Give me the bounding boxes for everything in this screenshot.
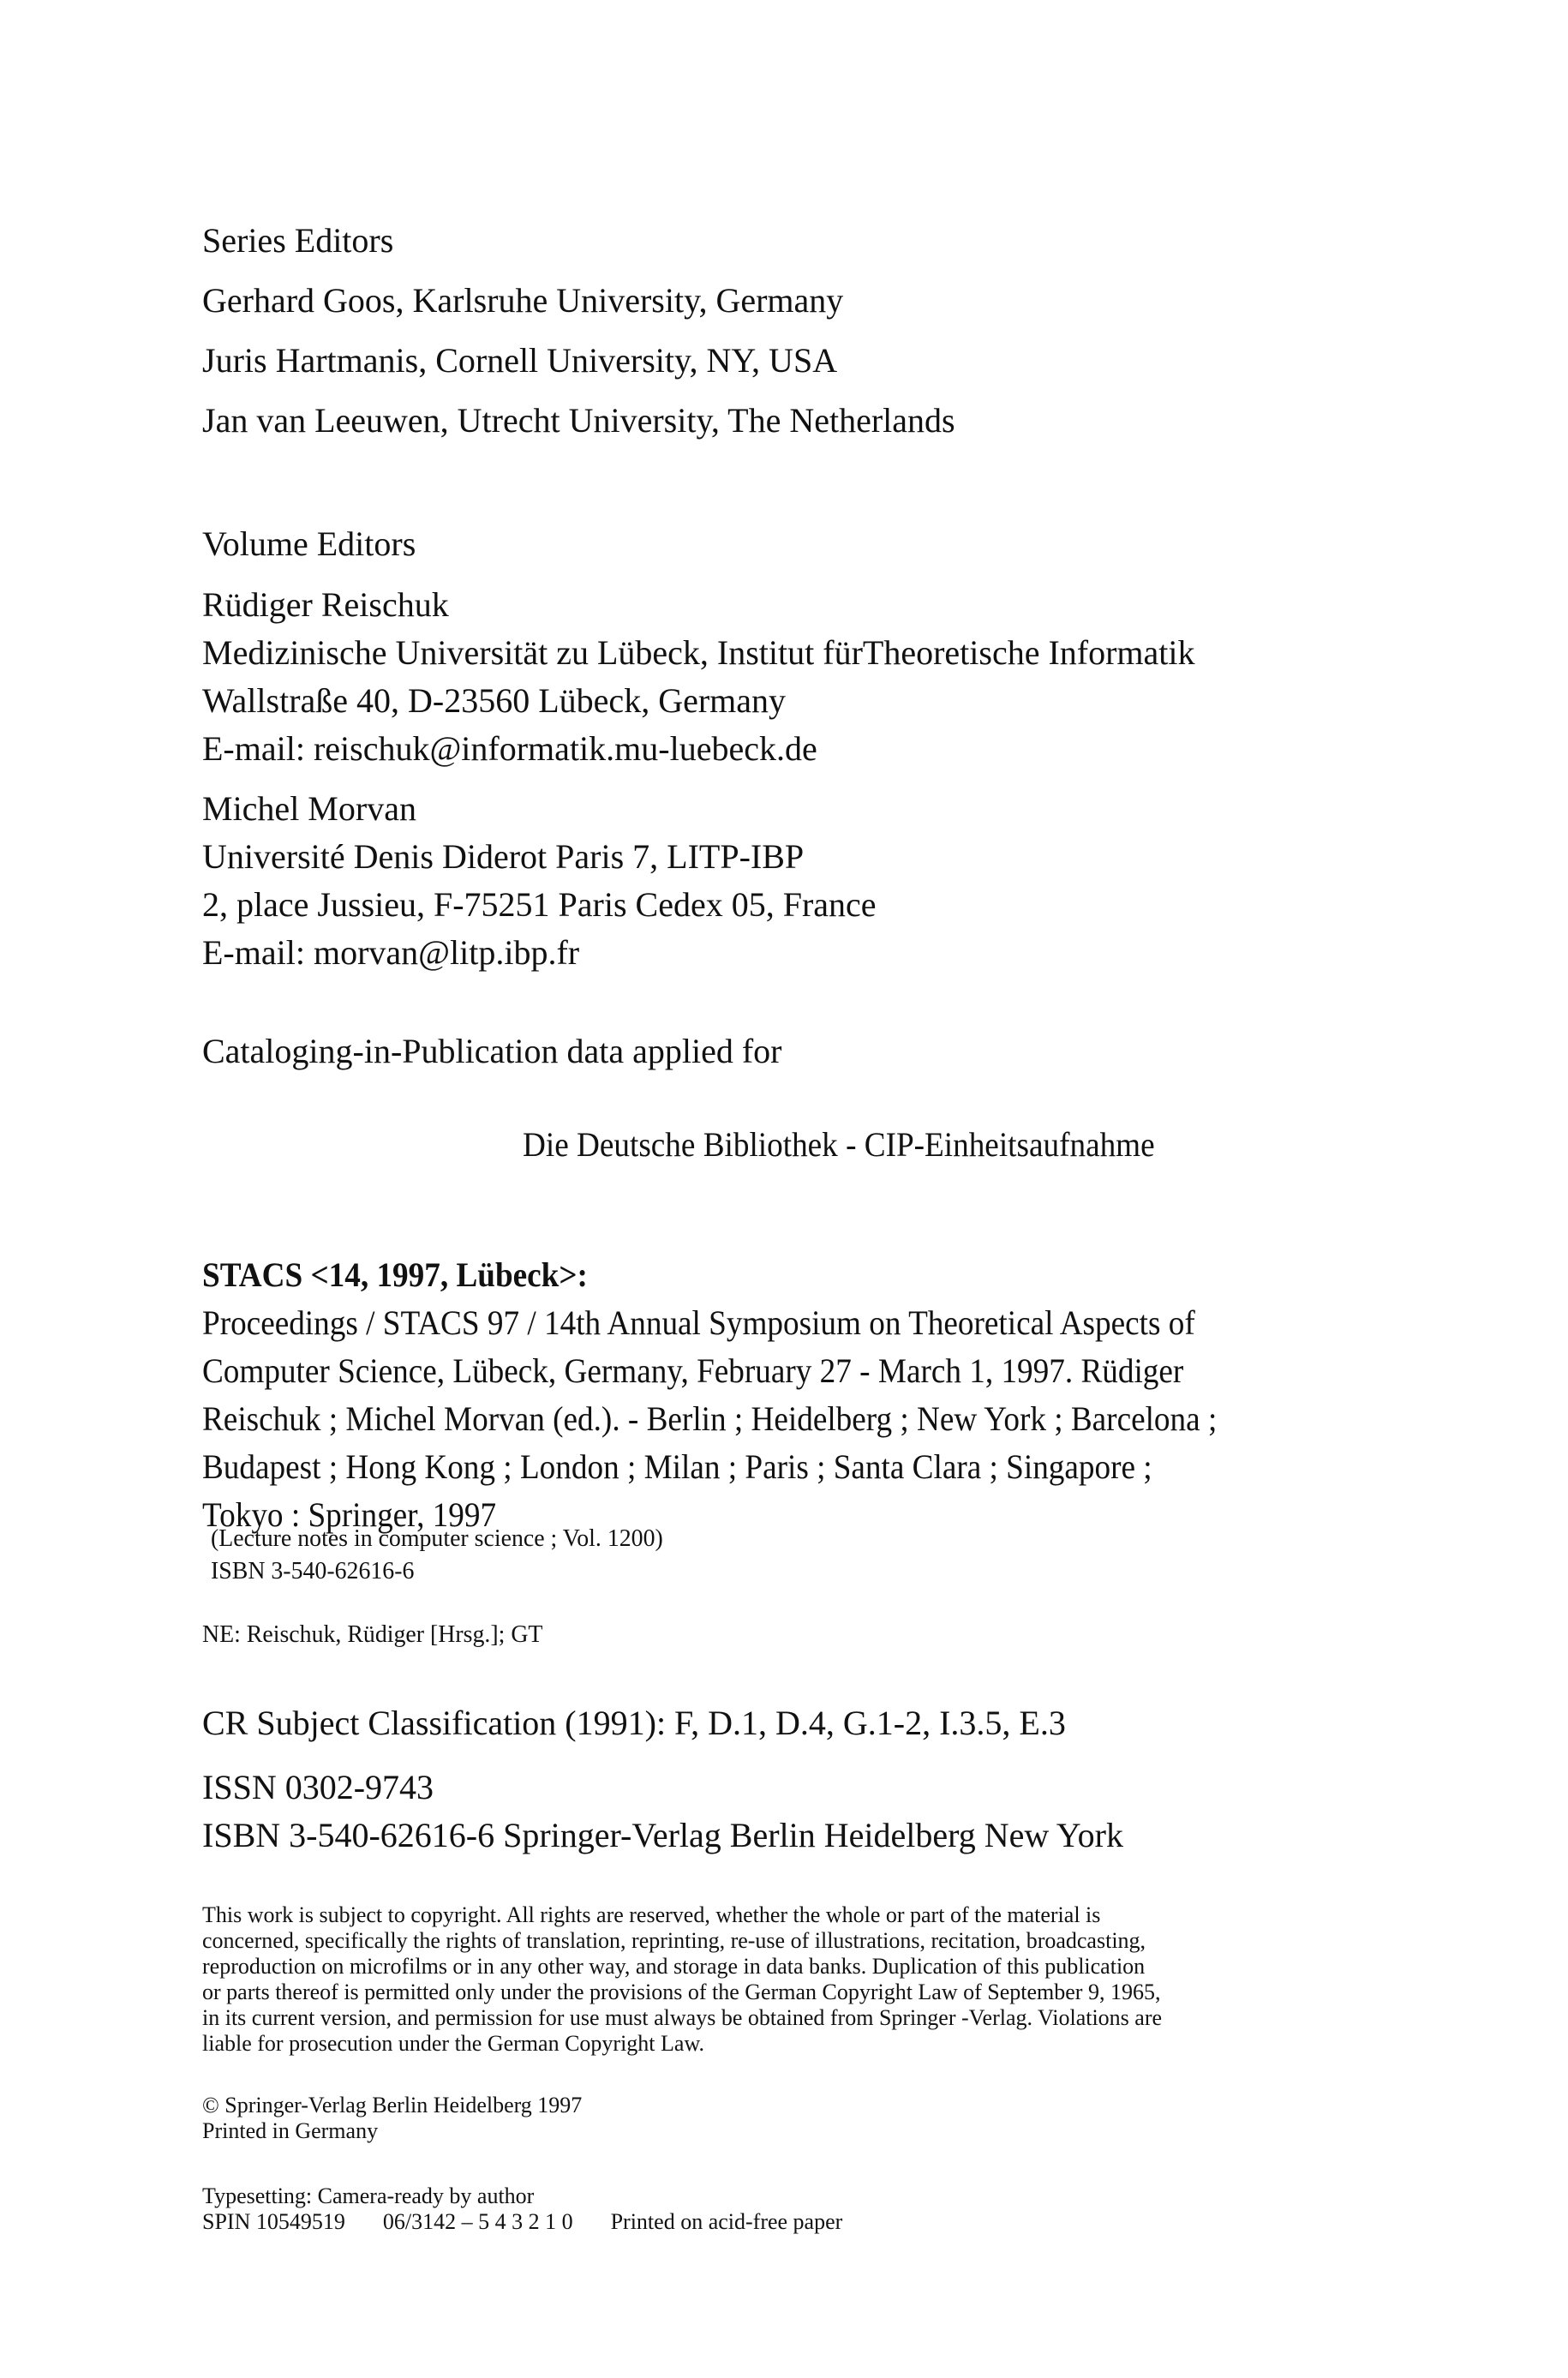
cr-subject-classification: CR Subject Classification (1991): F, D.1, D.4, G.1-2, I.3.5, E.3 bbox=[202, 1704, 1066, 1742]
record-line-4: Budapest ; Hong Kong ; London ; Milan ; Paris ; Santa Clara ; Singapore ; bbox=[202, 1447, 1152, 1486]
volume-editors-heading-block bbox=[202, 514, 416, 574]
cip-library-block bbox=[523, 1121, 1155, 1169]
copyright-paragraph bbox=[202, 1902, 1162, 2057]
editor-1-affiliation: Medizinische Universität zu Lübeck, Institut fürTheoretische Informatik bbox=[202, 633, 1195, 672]
record-line-2: Computer Science, Lübeck, Germany, February 27 - March 1, 1997. Rüdiger bbox=[202, 1351, 1184, 1390]
copyright-line-4: or parts thereof is permitted only under the provisions of the German Copyright Law of September 9, 1965, bbox=[202, 1980, 1161, 2004]
copyright-line-6: liable for prosecution under the German Copyright Law. bbox=[202, 2031, 705, 2056]
editor-1-address: Wallstraße 40, D-23560 Lübeck, Germany bbox=[202, 681, 787, 720]
record-line-5: Tokyo : Springer, 1997 bbox=[202, 1495, 497, 1534]
printed-in: Printed in Germany bbox=[202, 2118, 379, 2143]
record-ne-block bbox=[202, 1618, 542, 1650]
copyright-line-1: This work is subject to copyright. All rights are reserved, whether the whole or part of the material is bbox=[202, 1902, 1101, 1927]
bibliographic-record bbox=[202, 1251, 1217, 1539]
volume-editors-heading: Volume Editors bbox=[202, 524, 416, 563]
editor-1-email: E-mail: reischuk@informatik.mu-luebeck.de bbox=[202, 729, 817, 768]
record-series-block bbox=[211, 1522, 663, 1587]
copyright-notice-block bbox=[202, 2093, 582, 2144]
cr-subject-block bbox=[202, 1693, 1066, 1753]
editor-1-name: Rüdiger Reischuk bbox=[202, 585, 449, 624]
volume-editor-2 bbox=[202, 785, 877, 977]
record-line-1: Proceedings / STACS 97 / 14th Annual Symposium on Theoretical Aspects of bbox=[202, 1303, 1195, 1342]
production-block bbox=[202, 2183, 842, 2235]
editor-2-address: 2, place Jussieu, F-75251 Paris Cedex 05, France bbox=[202, 885, 877, 924]
production-codes bbox=[202, 2209, 842, 2235]
series-editor-1: Gerhard Goos, Karlsruhe University, Germany bbox=[202, 281, 844, 320]
cip-library: Die Deutsche Bibliothek - CIP-Einheitsaufnahme bbox=[523, 1125, 1155, 1164]
volume-editor-1 bbox=[202, 581, 1195, 773]
isbn-full: ISBN 3-540-62616-6 Springer-Verlag Berlin Heidelberg New York bbox=[202, 1816, 1123, 1854]
record-line-3: Reischuk ; Michel Morvan (ed.). - Berlin ; Heidelberg ; New York ; Barcelona ; bbox=[202, 1399, 1218, 1438]
editor-2-email: E-mail: morvan@litp.ibp.fr bbox=[202, 933, 580, 972]
record-series-note: (Lecture notes in computer science ; Vol. 1200) bbox=[211, 1524, 663, 1552]
spin-number: SPIN 10549519 bbox=[202, 2209, 345, 2234]
copyright-line-2: concerned, specifically the rights of translation, reprinting, re-use of illustrations, recitation, broadcasting, bbox=[202, 1928, 1146, 1953]
series-editors-section bbox=[202, 211, 955, 451]
copyright-line-5: in its current version, and permission for use must always be obtained from Springer -Verlag. Violations are bbox=[202, 2005, 1163, 2030]
cip-applied-block bbox=[202, 1021, 781, 1081]
copyright-line-3: reproduction on microfilms or in any other way, and storage in data banks. Duplication of this publication bbox=[202, 1954, 1146, 1979]
series-editors-heading: Series Editors bbox=[202, 221, 394, 260]
typesetting: Typesetting: Camera-ready by author bbox=[202, 2183, 535, 2208]
issn-isbn-block bbox=[202, 1764, 1123, 1860]
editor-2-affiliation: Université Denis Diderot Paris 7, LITP-IBP bbox=[202, 837, 805, 876]
issn: ISSN 0302-9743 bbox=[202, 1768, 434, 1806]
record-ne: NE: Reischuk, Rüdiger [Hrsg.]; GT bbox=[202, 1620, 543, 1648]
series-editor-2: Juris Hartmanis, Cornell University, NY, USA bbox=[202, 341, 838, 380]
record-isbn: ISBN 3-540-62616-6 bbox=[211, 1557, 415, 1584]
cip-applied: Cataloging-in-Publication data applied for bbox=[202, 1032, 782, 1070]
series-editor-3: Jan van Leeuwen, Utrecht University, The Netherlands bbox=[202, 401, 955, 440]
print-code: 06/3142 – 5 4 3 2 1 0 bbox=[382, 2209, 573, 2234]
record-title: STACS <14, 1997, Lübeck>: bbox=[202, 1255, 588, 1294]
editor-2-name: Michel Morvan bbox=[202, 789, 416, 828]
copyright-notice: © Springer-Verlag Berlin Heidelberg 1997 bbox=[202, 2093, 583, 2117]
paper-note: Printed on acid-free paper bbox=[610, 2209, 843, 2234]
